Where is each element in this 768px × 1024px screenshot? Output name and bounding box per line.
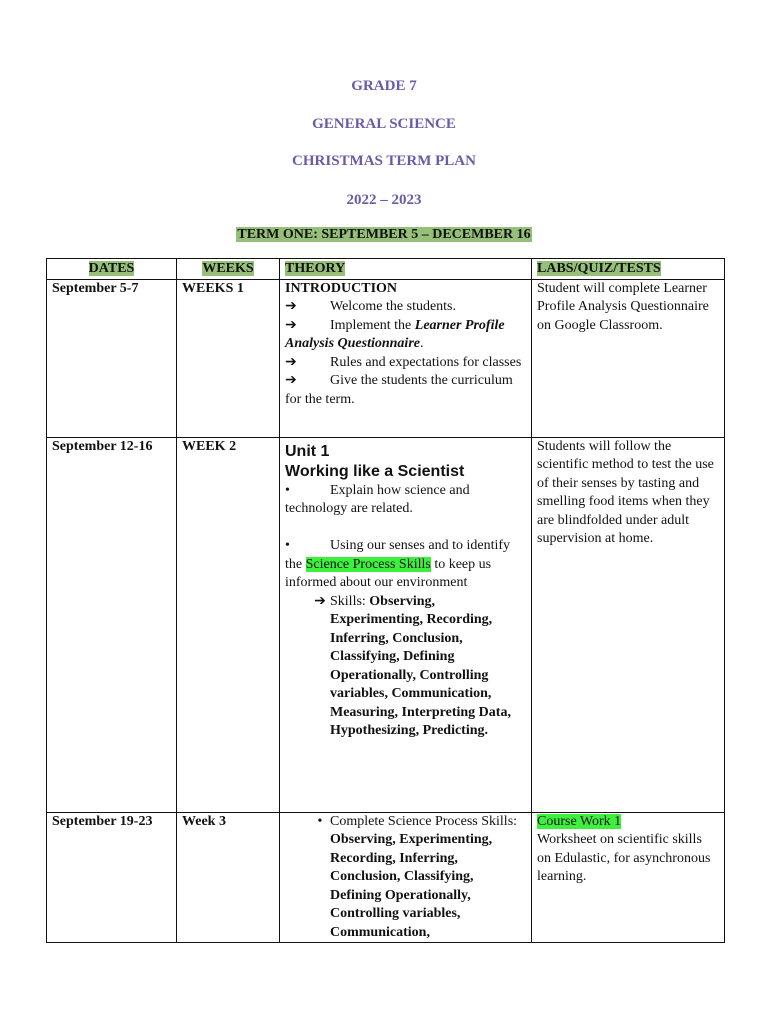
bullet-icon: • [285,538,290,553]
grade-heading: GRADE 7 [351,78,417,94]
arrow-icon: ➔ [285,299,297,314]
labs-text: Worksheet on scientific skills on Edulastic, for asynchronous learning. [537,832,711,884]
list-item-text: Rules and expectations for classes [330,354,522,370]
header-dates [47,259,177,280]
list-item-text: Welcome the students. [330,299,457,314]
header-theory-label: THEORY [285,261,346,276]
list-item-text: to keep us informed about our environment [285,556,492,590]
unit-title: Working like a Scientist [285,462,465,480]
term-banner [0,226,768,244]
list-item-text: Using our senses and to identify the [285,538,511,572]
table-header-row [47,259,725,280]
row1-dates: September 5-7 [47,279,177,437]
list-item-text: Explain how science and technology are related. [285,482,470,516]
row3-dates: September 19-23 [47,812,177,943]
header-dates-label: DATES [88,261,135,276]
list-item [285,317,526,354]
arrow-icon: ➔ [285,317,297,333]
skills-bold: Observing, Experimenting, Recording, Inferring, Conclusion, Classifying, Defining Operationally, Controlling variables, Communication, Measuring, Interpreting Data, Hypothesizing, Predicting. [330,593,511,738]
header-labs [532,259,725,280]
row2-dates: September 12-16 [47,437,177,812]
row1-weeks: WEEKS 1 [177,279,280,437]
row2-theory [280,437,532,812]
term-plan-table [46,258,725,943]
questionnaire-emphasis: Learner Profile Analysis Questionnaire [285,317,505,351]
list-item [285,482,526,519]
list-item-text: . [419,336,424,351]
skills-list [285,593,526,741]
course-work-highlight: Course Work 1 [537,813,622,829]
row3-labs [532,812,725,943]
header-labs-label: LABS/QUIZ/TESTS [537,261,661,276]
skills-label: Skills: [330,593,370,609]
list-item [285,813,526,943]
header-theory [280,259,532,280]
header-weeks-label: WEEKS [202,261,254,276]
list-item-text: Implement the [330,317,415,333]
skills-bold: Observing, Experimenting, Recording, Inferring, Conclusion, Classifying, Defining Operationally, Controlling variables, Communication, [330,832,493,940]
arrow-icon: ➔ [314,593,326,609]
row2-weeks: WEEK 2 [177,437,280,812]
row2-labs: Students will follow the scientific method to test the use of their senses by tasting and smelling food items when they are blindfolded under adult supervision at home. [532,437,725,812]
list-item [285,372,526,409]
list-item [285,354,526,373]
subject-heading: GENERAL SCIENCE [312,116,456,132]
introduction-title: INTRODUCTION [285,280,398,296]
list-item [285,298,526,317]
list-item [285,537,526,593]
table-row [47,279,725,437]
bullet-icon: • [317,813,323,829]
row3-theory [280,812,532,943]
table-row [47,437,725,812]
arrow-icon: ➔ [285,354,297,370]
unit-number: Unit 1 [285,442,330,460]
term-banner-text: TERM ONE: SEPTEMBER 5 – DECEMBER 16 [237,227,531,242]
header-weeks [177,259,280,280]
bullet-icon: • [285,482,290,498]
row1-labs: Student will complete Learner Profile Analysis Questionnaire on Google Classroom. [532,279,725,437]
table-row [47,812,725,943]
list-item-text: Complete Science Process Skills: [330,813,518,829]
row3-weeks: Week 3 [177,812,280,943]
arrow-icon: ➔ [285,373,297,388]
row1-theory [280,279,532,437]
year-heading: 2022 – 2023 [346,192,422,208]
process-skills-highlight: Science Process Skills [305,556,431,572]
plan-heading: CHRISTMAS TERM PLAN [292,153,476,169]
list-item-text: Give the students the curriculum for the term. [285,373,513,407]
